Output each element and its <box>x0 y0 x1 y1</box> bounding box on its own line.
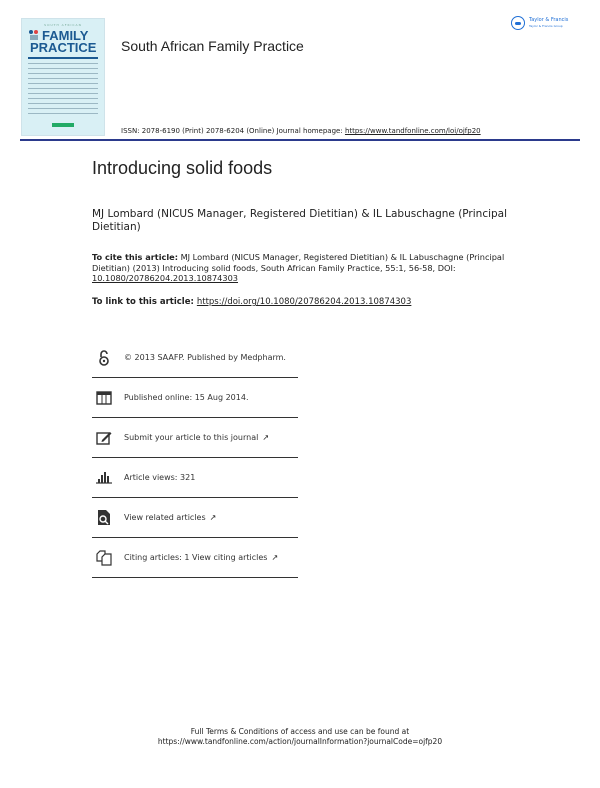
info-item-submit[interactable] <box>92 418 298 458</box>
external-link-icon: ↗ <box>209 513 217 522</box>
issn-text: ISSN: 2078-6190 (Print) 2078-6204 (Online) Journal homepage: <box>121 127 345 135</box>
taylor-francis-icon <box>511 16 525 30</box>
article-views: Article views: 321 <box>124 473 196 482</box>
journal-title: South African Family Practice <box>121 38 304 54</box>
journal-cover-image <box>21 18 105 136</box>
cite-label: To cite this article: <box>92 252 178 262</box>
open-access-icon <box>92 350 116 366</box>
external-link-icon: ↗ <box>271 553 279 562</box>
info-item-published <box>92 378 298 418</box>
edit-icon <box>92 431 116 445</box>
terms-footer <box>0 727 600 747</box>
footer-terms-text: Full Terms & Conditions of access and use can be found at <box>190 727 410 736</box>
info-item-citing[interactable] <box>92 538 298 578</box>
article-authors: MJ Lombard (NICUS Manager, Registered Dietitian) & IL Labuschagne (Principal Dietitian) <box>92 208 508 233</box>
cover-top-text: SOUTH AFRICAN <box>44 23 82 27</box>
cover-publisher-badge <box>52 123 74 127</box>
cite-doi-link[interactable]: 10.1080/20786204.2013.10874303 <box>92 273 239 283</box>
journal-homepage-link[interactable]: https://www.tandfonline.com/loi/ojfp20 <box>344 127 481 135</box>
related-articles-link[interactable]: View related articles <box>124 513 206 522</box>
publisher-group: Taylor & Francis Group <box>529 24 563 28</box>
cover-title-line2: PRACTICE <box>30 40 97 55</box>
info-item-copyright <box>92 338 298 378</box>
publisher-name: Taylor & Francis <box>529 17 569 23</box>
search-document-icon <box>92 509 116 526</box>
issn-line <box>121 127 481 135</box>
article-info-list <box>92 338 298 578</box>
cover-bar <box>28 57 98 59</box>
external-link-icon: ↗ <box>262 433 270 442</box>
cover-contents <box>28 63 98 118</box>
article-title: Introducing solid foods <box>92 158 273 178</box>
copyright-text: © 2013 SAAFP. Published by Medpharm. <box>124 353 286 362</box>
link-label: To link to this article: <box>92 297 197 307</box>
cite-text: MJ Lombard (NICUS Manager, Registered Dietitian) & IL Labuschagne (Principal Dietitian) (2013) Introducing solid foods, South African Family Practice, 55:1, 56-58, DOI: <box>92 252 505 273</box>
bar-chart-icon <box>92 471 116 484</box>
submit-article-link[interactable]: Submit your article to this journal <box>124 433 259 442</box>
article-link-block <box>92 297 411 307</box>
publisher-logo <box>511 16 568 30</box>
citation-block <box>92 252 532 284</box>
info-item-related[interactable] <box>92 498 298 538</box>
header-divider <box>20 139 580 141</box>
info-item-views <box>92 458 298 498</box>
citing-articles-icon <box>92 550 116 566</box>
footer-terms-url[interactable]: https://www.tandfonline.com/action/journalInformation?journalCode=ojfp20 <box>157 737 443 746</box>
article-doi-link[interactable]: https://doi.org/10.1080/20786204.2013.10874303 <box>196 297 412 307</box>
citing-articles-link[interactable]: Citing articles: 1 View citing articles <box>124 553 268 562</box>
calendar-icon <box>92 390 116 405</box>
cover-title-line1: FAMILY <box>42 28 89 43</box>
published-date: Published online: 15 Aug 2014. <box>124 393 249 402</box>
